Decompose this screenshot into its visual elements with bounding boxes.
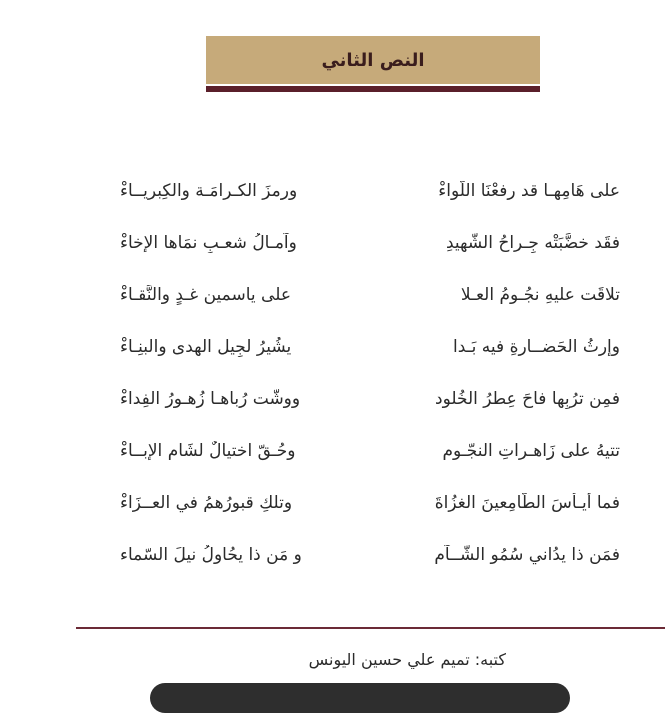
verse-first-hemistich: تتيهُ على زَاهـراتِ النجّـومِ (442, 441, 620, 461)
verse (120, 477, 620, 529)
verse-second-hemistich: وتلكِ قبورُهمُ في العــزَاءْ (120, 493, 293, 513)
verse (120, 425, 620, 477)
verse-first-hemistich: فما أيـأسَ الطّامِعينَ الغزُاةَ (434, 493, 620, 513)
verse-first-hemistich: تلاقَت عليهِ نجُـومُ العـلا (460, 285, 620, 305)
verse-first-hemistich: على هَامِهـا قد رفعْنَا اللّواءْ (438, 181, 620, 201)
section-divider (76, 627, 665, 629)
verse-second-hemistich: يشُيرُ لجِيل الهدى والبنِـاءْ (120, 337, 292, 357)
verse-second-hemistich: وحُـقّ اختيالٌ لشَام الإبــاءْ (120, 441, 296, 461)
verse-second-hemistich: ووشّت رُباهـا زُهـورُ الفِداءْ (120, 389, 301, 409)
verse (120, 373, 620, 425)
verse (120, 269, 620, 321)
verse-first-hemistich: فمَن ذا يدُاني سُمُو الشّــآمِ (434, 545, 620, 565)
poem (120, 165, 620, 581)
verse (120, 529, 620, 581)
verse (120, 321, 620, 373)
bottom-overlay-bar[interactable] (150, 683, 570, 713)
title-underline-bar (206, 86, 540, 92)
verse-second-hemistich: وآمـالُ شعـبٍ نمَاها الإخاءْ (120, 233, 297, 253)
verse (120, 217, 620, 269)
page-title: النص الثاني (321, 49, 425, 71)
verse-first-hemistich: فقَد خضَّبَتْه جِـراحُ الشّهيدِ (445, 233, 620, 253)
verse-second-hemistich: ورمزَ الكـرامَـة والكِبريــاءْ (120, 181, 298, 201)
author-credit: كتبه: تميم علي حسين اليونس (308, 650, 506, 669)
verse-first-hemistich: فمِن ترُبِها فاحَ عِطرُ الخُلود (435, 389, 620, 409)
verse-second-hemistich: و مَن ذا يحُاولُ نيلَ السّماء (120, 545, 302, 565)
verse-first-hemistich: وإرثُ الحَضــارةِ فيه بَـدا (453, 337, 620, 357)
verse-second-hemistich: على ياسمينِ غـدٍ والنَّقـاءْ (120, 285, 291, 305)
verse (120, 165, 620, 217)
title-box (206, 36, 540, 84)
